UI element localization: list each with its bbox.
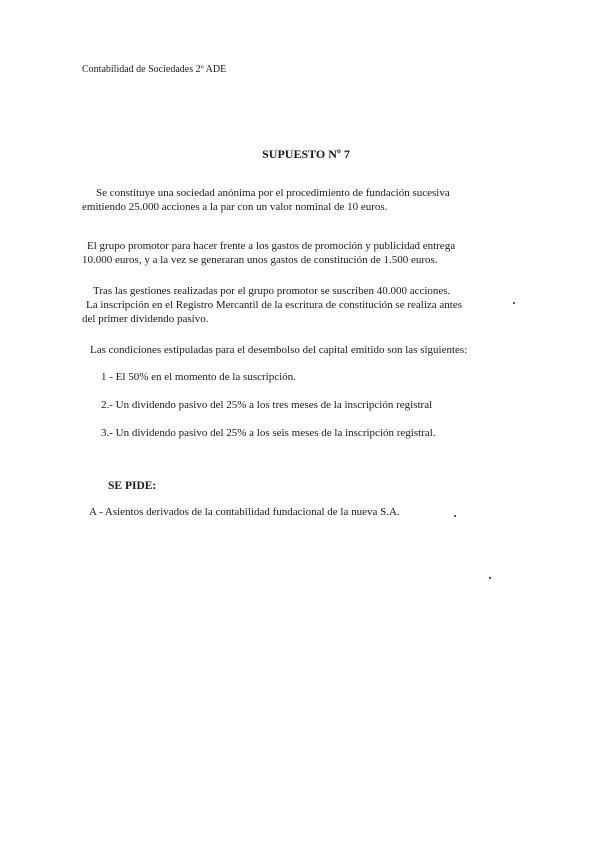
- course-header: Contabilidad de Sociedades 2º ADE: [82, 64, 227, 75]
- paragraph-1-line-2: emitiendo 25.000 acciones a la par con un valor nominal de 10 euros.: [82, 201, 388, 213]
- paragraph-2-line-1: El grupo promotor para hacer frente a los gastos de promoción y publicidad entrega: [87, 240, 456, 252]
- paragraph-3-line-3: del primer dividendo pasivo.: [82, 313, 209, 325]
- se-pide-heading: SE PIDE:: [108, 480, 157, 492]
- paragraph-2-line-2: 10.000 euros, y a la vez se generaran unos gastos de constitución de 1.500 euros.: [82, 254, 438, 266]
- scan-speck: [489, 577, 491, 579]
- condition-item-3: 3.- Un dividendo pasivo del 25% a los seis meses de la inscripción registral.: [101, 427, 436, 439]
- paragraph-3-line-2: La inscripción en el Registro Mercantil de la escritura de constitución se realiza antes: [86, 299, 462, 311]
- paragraph-1-line-1: Se constituye una sociedad anónima por el procedimiento de fundación sucesiva: [96, 187, 450, 199]
- exercise-title: SUPUESTO Nº 7: [262, 147, 350, 161]
- requirement-item-a: A - Asientos derivados de la contabilidad fundacional de la nueva S.A.: [89, 506, 400, 518]
- conditions-intro: Las condiciones estipuladas para el desembolso del capital emitido son las siguientes:: [90, 344, 468, 356]
- condition-item-2: 2.- Un dividendo pasivo del 25% a los tres meses de la inscripción registral: [101, 399, 433, 411]
- paragraph-3-line-1: Tras las gestiones realizadas por el grupo promotor se suscriben 40.000 acciones.: [93, 285, 451, 297]
- condition-item-1: 1 - El 50% en el momento de la suscripción.: [101, 371, 296, 383]
- scan-speck: [454, 515, 456, 517]
- scan-speck: [513, 302, 515, 304]
